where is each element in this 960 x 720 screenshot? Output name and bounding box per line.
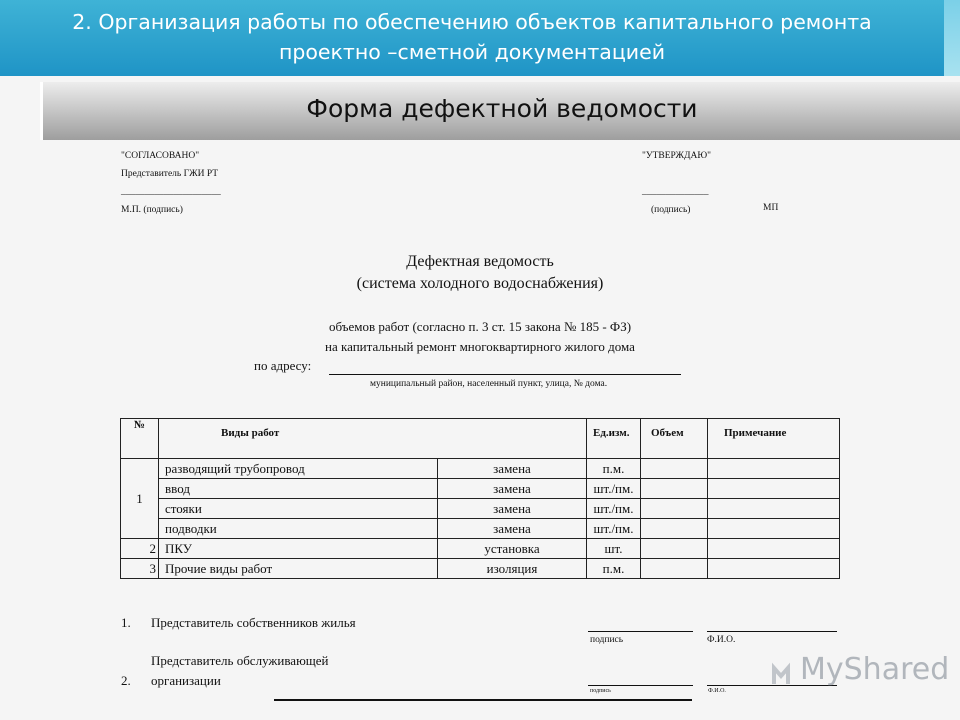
row-action: замена xyxy=(438,499,587,519)
sig1-sign-label: подпись xyxy=(590,635,624,645)
subtitle-bar xyxy=(40,82,960,140)
row-note xyxy=(708,539,840,559)
slide-header xyxy=(0,0,944,76)
address-line xyxy=(329,374,681,375)
header-note: Примечание xyxy=(708,419,840,459)
table-row xyxy=(121,519,840,539)
row-num: 3 xyxy=(121,559,159,579)
table-row xyxy=(121,459,840,479)
table-row xyxy=(121,559,840,579)
row-volume xyxy=(641,519,708,539)
row-work: ввод xyxy=(159,479,438,499)
row-volume xyxy=(641,539,708,559)
row-note xyxy=(708,479,840,499)
row-action: замена xyxy=(438,519,587,539)
header-num: № xyxy=(121,419,159,459)
row-work: стояки xyxy=(159,499,438,519)
header-volume: Объем xyxy=(641,419,708,459)
table-row xyxy=(121,539,840,559)
table-row xyxy=(121,479,840,499)
row-unit: п.м. xyxy=(587,559,641,579)
sig2-sign-label: подпись xyxy=(590,688,611,694)
row-work: ПКУ xyxy=(159,539,438,559)
header-accent xyxy=(944,0,960,76)
row-unit: шт./пм. xyxy=(587,479,641,499)
sig1-fio-label: Ф.И.О. xyxy=(707,635,736,645)
row-unit: шт./пм. xyxy=(587,519,641,539)
row-unit: шт./пм. xyxy=(587,499,641,519)
header-unit: Ед.изм. xyxy=(587,419,641,459)
row-volume xyxy=(641,559,708,579)
document-system: (система холодного водоснабжения) xyxy=(356,275,604,292)
watermark-text: MyShared xyxy=(800,652,950,687)
document-title: Дефектная ведомость xyxy=(406,253,554,270)
row-num: 1 xyxy=(121,459,159,539)
table-header-row xyxy=(121,419,840,459)
address-label: по адресу: xyxy=(254,358,312,373)
approved-label: "УТВЕРЖДАЮ" xyxy=(642,151,711,161)
row-action: установка xyxy=(438,539,587,559)
row-note xyxy=(708,559,840,579)
sig2-fio-label: Ф.И.О. xyxy=(708,688,726,694)
sig1-sign-line xyxy=(588,631,693,632)
slide-title-line2: проектно –сметной документацией xyxy=(278,40,666,64)
stamp-label: МП xyxy=(763,203,779,213)
document-line1: объемов работ (согласно п. 3 ст. 15 закона № 185 - ФЗ) xyxy=(328,319,632,334)
sig1-number: 1. xyxy=(121,615,131,630)
representative-label: Представитель ГЖИ РТ xyxy=(121,169,219,179)
sig2-number: 2. xyxy=(121,673,131,688)
sig2-org-line xyxy=(274,699,692,701)
sig2-sign-line xyxy=(588,685,693,686)
row-action: замена xyxy=(438,459,587,479)
table-row xyxy=(121,499,840,519)
document-line2: на капитальный ремонт многоквартирного жилого дома xyxy=(325,339,635,354)
slide-title-line1: 2. Организация работы по обеспечению объектов капитального ремонта xyxy=(72,10,872,34)
watermark-logo-icon xyxy=(772,660,798,686)
right-signature-line: ______________ xyxy=(642,187,709,197)
subtitle: Форма дефектной ведомости xyxy=(306,94,698,123)
works-table xyxy=(120,418,840,579)
row-note xyxy=(708,499,840,519)
left-signature-line: _____________________ xyxy=(121,187,221,197)
right-signature-label: (подпись) xyxy=(651,205,691,215)
sig2-text-b: организации xyxy=(151,673,221,688)
sig1-text: Представитель собственников жилья xyxy=(151,615,356,630)
row-note xyxy=(708,519,840,539)
row-num: 2 xyxy=(121,539,159,559)
row-volume xyxy=(641,459,708,479)
row-action: изоляция xyxy=(438,559,587,579)
row-unit: шт. xyxy=(587,539,641,559)
row-work: подводки xyxy=(159,519,438,539)
agreed-label: "СОГЛАСОВАНО" xyxy=(121,151,200,161)
left-signature-label: М.П. (подпись) xyxy=(121,205,183,215)
row-work: Прочие виды работ xyxy=(159,559,438,579)
sig2-text-a: Представитель обслуживающей xyxy=(151,653,329,668)
row-action: замена xyxy=(438,479,587,499)
row-volume xyxy=(641,499,708,519)
row-work: разводящий трубопровод xyxy=(159,459,438,479)
row-unit: п.м. xyxy=(587,459,641,479)
row-volume xyxy=(641,479,708,499)
row-note xyxy=(708,459,840,479)
address-hint: муниципальный район, населенный пункт, улица, № дома. xyxy=(370,379,608,389)
header-works: Виды работ xyxy=(159,419,587,459)
sig1-fio-line xyxy=(707,631,837,632)
